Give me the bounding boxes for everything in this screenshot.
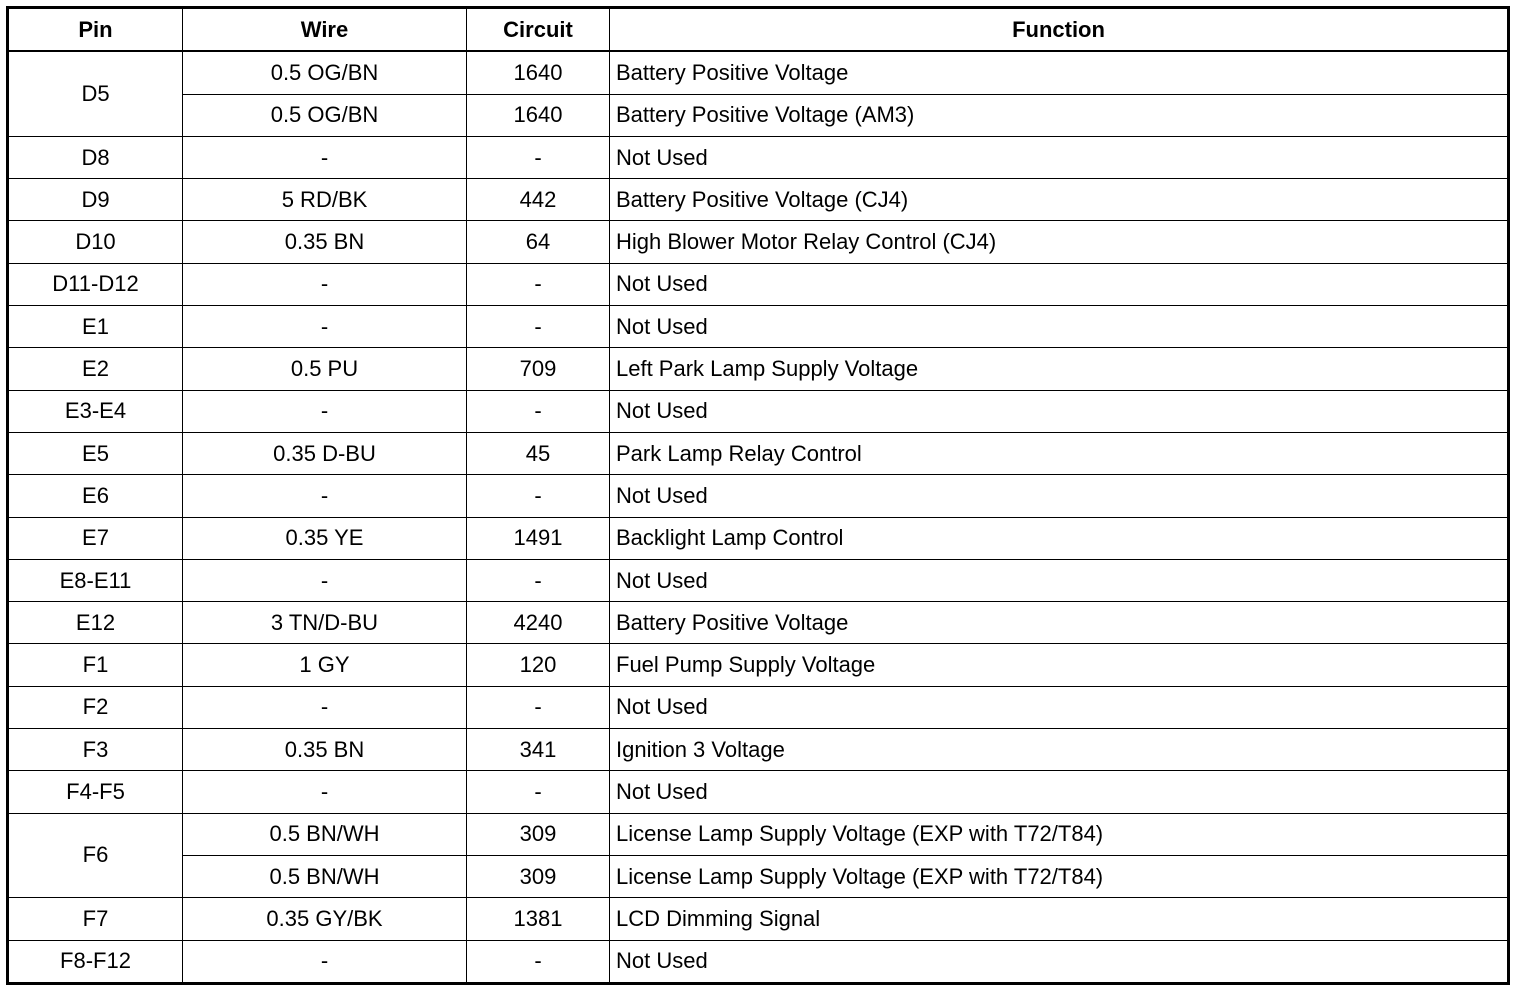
wire-cell: 3 TN/D-BU [183,602,467,644]
wire-cell: 0.5 BN/WH [183,813,467,855]
circuit-cell: 442 [467,179,610,221]
table-row [8,94,1509,136]
wire-cell: - [183,390,467,432]
function-cell: Battery Positive Voltage (AM3) [610,94,1509,136]
pin-cell: D11-D12 [8,263,183,305]
circuit-cell: 1640 [467,51,610,94]
circuit-cell: - [467,686,610,728]
header-row [8,8,1509,52]
table-row [8,348,1509,390]
function-cell: Ignition 3 Voltage [610,729,1509,771]
wire-cell: 0.35 YE [183,517,467,559]
table-row [8,729,1509,771]
table-row [8,602,1509,644]
circuit-cell: - [467,136,610,178]
table-row [8,179,1509,221]
function-cell: Left Park Lamp Supply Voltage [610,348,1509,390]
circuit-cell: 1491 [467,517,610,559]
wire-cell: 0.5 OG/BN [183,94,467,136]
circuit-cell: - [467,390,610,432]
wire-cell: - [183,686,467,728]
circuit-cell: - [467,263,610,305]
function-cell: Not Used [610,263,1509,305]
wire-cell: - [183,263,467,305]
wire-cell: 5 RD/BK [183,179,467,221]
function-cell: Not Used [610,390,1509,432]
table-row [8,517,1509,559]
circuit-cell: 309 [467,813,610,855]
pin-cell: D10 [8,221,183,263]
pin-cell: E2 [8,348,183,390]
function-cell: Not Used [610,940,1509,983]
function-cell: Backlight Lamp Control [610,517,1509,559]
table-row [8,306,1509,348]
table-row [8,813,1509,855]
pin-cell: E1 [8,306,183,348]
table-row [8,263,1509,305]
wire-cell: 0.5 BN/WH [183,855,467,897]
function-cell: License Lamp Supply Voltage (EXP with T72/T84) [610,813,1509,855]
pin-cell: D9 [8,179,183,221]
table-row [8,136,1509,178]
header-circuit: Circuit [467,8,610,52]
table-row [8,390,1509,432]
circuit-cell: 1381 [467,898,610,940]
table-row [8,559,1509,601]
wire-cell: 0.5 PU [183,348,467,390]
circuit-cell: - [467,940,610,983]
table-row [8,940,1509,983]
function-cell: Battery Positive Voltage (CJ4) [610,179,1509,221]
wire-cell: 1 GY [183,644,467,686]
circuit-cell: 341 [467,729,610,771]
function-cell: Not Used [610,559,1509,601]
circuit-cell: 709 [467,348,610,390]
header-pin: Pin [8,8,183,52]
pin-cell: F2 [8,686,183,728]
table-row [8,898,1509,940]
wire-cell: 0.35 GY/BK [183,898,467,940]
function-cell: Battery Positive Voltage [610,51,1509,94]
table-header [8,8,1509,52]
circuit-cell: 309 [467,855,610,897]
wire-cell: - [183,475,467,517]
wire-cell: - [183,940,467,983]
circuit-cell: - [467,475,610,517]
wire-cell: 0.35 D-BU [183,432,467,474]
wire-cell: 0.35 BN [183,221,467,263]
table-row [8,855,1509,897]
circuit-cell: 45 [467,432,610,474]
pin-cell: E3-E4 [8,390,183,432]
pin-cell: F8-F12 [8,940,183,983]
function-cell: Fuel Pump Supply Voltage [610,644,1509,686]
circuit-cell: - [467,306,610,348]
header-function: Function [610,8,1509,52]
function-cell: High Blower Motor Relay Control (CJ4) [610,221,1509,263]
wire-cell: - [183,771,467,813]
circuit-cell: - [467,559,610,601]
circuit-cell: 64 [467,221,610,263]
function-cell: Battery Positive Voltage [610,602,1509,644]
wire-cell: 0.35 BN [183,729,467,771]
function-cell: LCD Dimming Signal [610,898,1509,940]
pin-cell: E8-E11 [8,559,183,601]
table-row [8,686,1509,728]
wire-cell: - [183,136,467,178]
function-cell: Not Used [610,136,1509,178]
pin-cell: F6 [8,813,183,898]
pin-cell: E12 [8,602,183,644]
table-row [8,221,1509,263]
function-cell: Not Used [610,686,1509,728]
pin-cell: F7 [8,898,183,940]
function-cell: Not Used [610,771,1509,813]
table-row [8,51,1509,94]
function-cell: Park Lamp Relay Control [610,432,1509,474]
table-row [8,644,1509,686]
header-wire: Wire [183,8,467,52]
function-cell: Not Used [610,475,1509,517]
pin-cell: E5 [8,432,183,474]
pin-cell: F1 [8,644,183,686]
pin-cell: F3 [8,729,183,771]
pin-cell: E7 [8,517,183,559]
wire-cell: - [183,559,467,601]
circuit-cell: 120 [467,644,610,686]
circuit-cell: - [467,771,610,813]
circuit-cell: 4240 [467,602,610,644]
table-row [8,432,1509,474]
wire-cell: - [183,306,467,348]
circuit-cell: 1640 [467,94,610,136]
pin-cell: E6 [8,475,183,517]
pin-cell: D5 [8,51,183,136]
function-cell: License Lamp Supply Voltage (EXP with T72/T84) [610,855,1509,897]
table-row [8,771,1509,813]
connector-pinout-table [6,6,1510,985]
table-body [8,51,1509,983]
pin-cell: F4-F5 [8,771,183,813]
function-cell: Not Used [610,306,1509,348]
table-row [8,475,1509,517]
wire-cell: 0.5 OG/BN [183,51,467,94]
pin-cell: D8 [8,136,183,178]
